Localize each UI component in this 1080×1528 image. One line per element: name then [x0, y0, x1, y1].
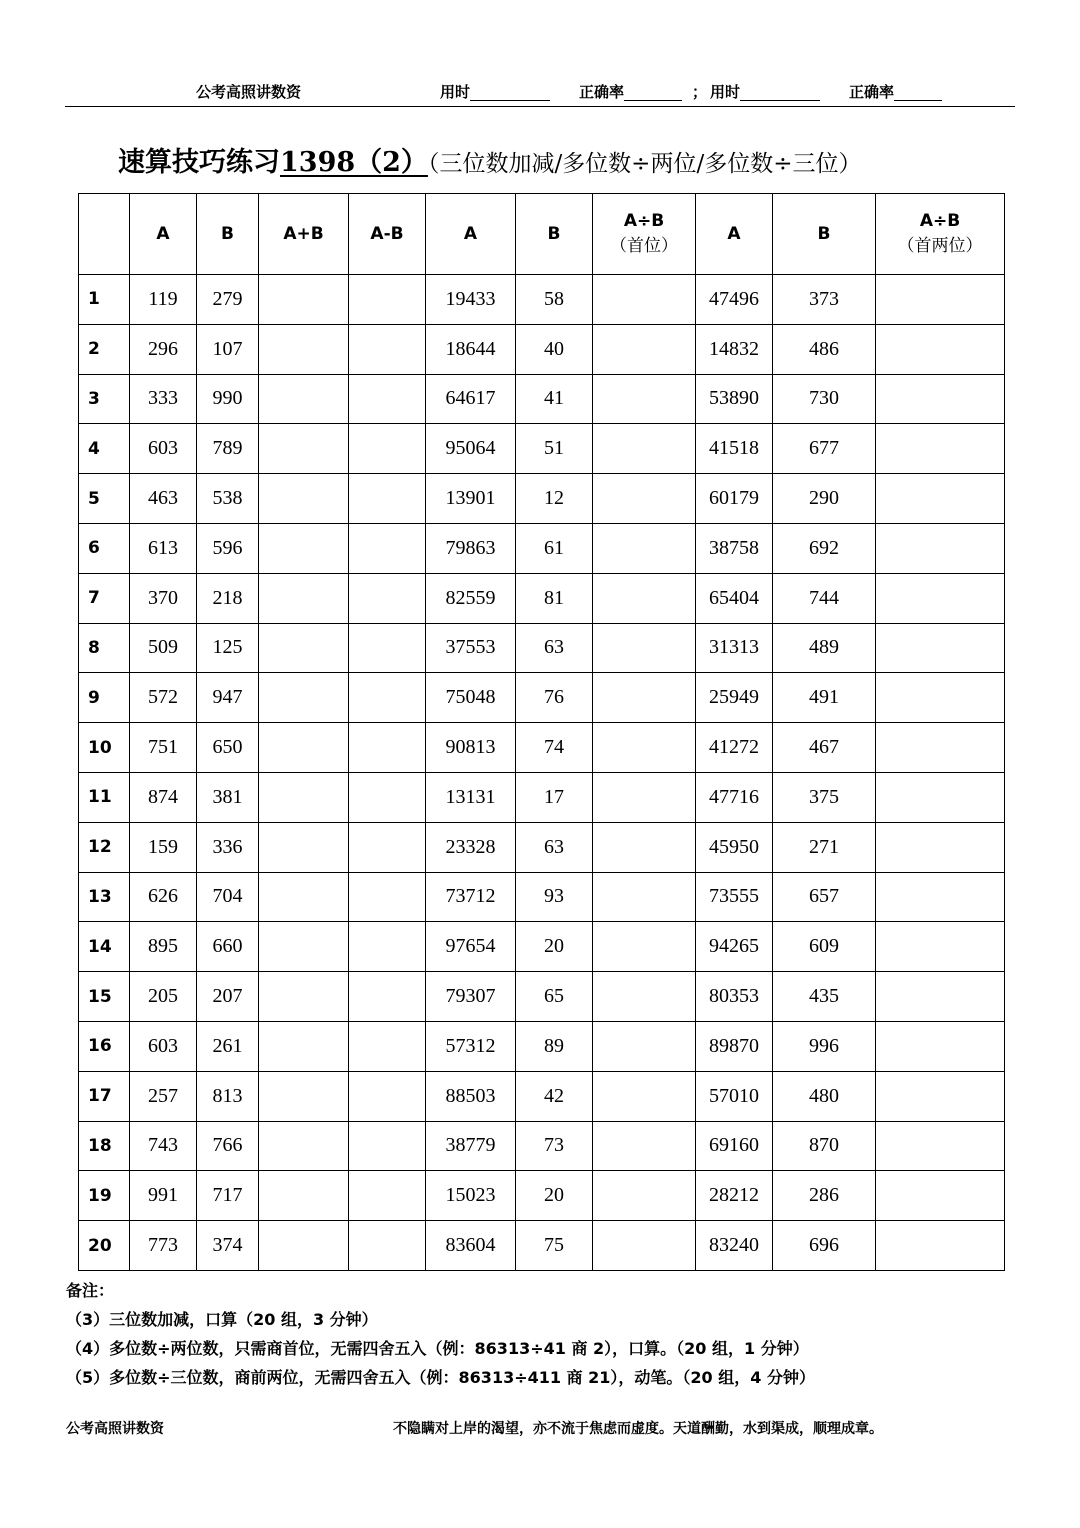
a3-cell: 14832: [696, 324, 773, 374]
a3-cell: 83240: [696, 1221, 773, 1271]
footer-motto: 不隐瞒对上岸的渴望，亦不流于焦虑而虚度。天道酬勤，水到渠成，顺理成章。: [393, 1421, 883, 1437]
practice-table: [78, 193, 1005, 1271]
b1-cell: 990: [197, 374, 259, 424]
row-index: 20: [79, 1221, 130, 1271]
row-index: 10: [79, 723, 130, 773]
a1-cell: 773: [130, 1221, 197, 1271]
separator: ；: [692, 83, 708, 101]
row-index: 2: [79, 324, 130, 374]
b1-cell: 947: [197, 673, 259, 723]
b2-cell: 51: [516, 424, 593, 474]
diff-answer-cell[interactable]: [349, 324, 426, 374]
diff-answer-cell[interactable]: [349, 822, 426, 872]
remark-line: （4）多位数÷两位数，只需商首位，无需四舍五入（例：86313÷41 商 2），口算。（20 组，1 分钟）: [66, 1339, 809, 1358]
b1-cell: 813: [197, 1071, 259, 1121]
a3-cell: 41518: [696, 424, 773, 474]
remarks: [66, 1276, 815, 1392]
a1-cell: 743: [130, 1121, 197, 1171]
div2-answer-cell[interactable]: [876, 972, 1005, 1022]
a1-cell: 257: [130, 1071, 197, 1121]
a2-cell: 64617: [426, 374, 516, 424]
sum-answer-cell[interactable]: [259, 573, 349, 623]
b3-cell: 373: [773, 275, 876, 325]
b2-cell: 73: [516, 1121, 593, 1171]
row-index: 18: [79, 1121, 130, 1171]
header-a3: A: [696, 194, 773, 275]
a1-cell: 613: [130, 523, 197, 573]
b2-cell: 20: [516, 922, 593, 972]
b3-cell: 609: [773, 922, 876, 972]
a1-cell: 205: [130, 972, 197, 1022]
b3-cell: 271: [773, 822, 876, 872]
row-index: 4: [79, 424, 130, 474]
a3-cell: 47716: [696, 772, 773, 822]
diff-answer-cell[interactable]: [349, 573, 426, 623]
div1-answer-cell[interactable]: [593, 1171, 696, 1221]
header-a2: A: [426, 194, 516, 275]
a1-cell: 333: [130, 374, 197, 424]
header-b1: B: [197, 194, 259, 275]
a1-cell: 603: [130, 424, 197, 474]
accuracy-field-2: [849, 81, 894, 102]
div2-answer-cell[interactable]: [876, 523, 1005, 573]
header-div2-label: A÷B: [919, 211, 961, 232]
diff-answer-cell[interactable]: [349, 772, 426, 822]
row-index: 11: [79, 772, 130, 822]
diff-answer-cell[interactable]: [349, 922, 426, 972]
sum-answer-cell[interactable]: [259, 1121, 349, 1171]
b1-cell: 789: [197, 424, 259, 474]
footer-brand: 公考高照讲数资: [66, 1421, 164, 1437]
div1-answer-cell[interactable]: [593, 1121, 696, 1171]
title-code: 1398（2）: [280, 147, 428, 178]
b2-cell: 81: [516, 573, 593, 623]
diff-answer-cell[interactable]: [349, 623, 426, 673]
b1-cell: 279: [197, 275, 259, 325]
header-index: [79, 194, 130, 275]
a2-cell: 37553: [426, 623, 516, 673]
title-main: 速算技巧练习: [118, 147, 280, 178]
row-index: 7: [79, 573, 130, 623]
a3-cell: 94265: [696, 922, 773, 972]
b2-cell: 58: [516, 275, 593, 325]
a1-cell: 296: [130, 324, 197, 374]
a3-cell: 53890: [696, 374, 773, 424]
row-index: 3: [79, 374, 130, 424]
sum-answer-cell[interactable]: [259, 822, 349, 872]
a1-cell: 603: [130, 1021, 197, 1071]
b1-cell: 660: [197, 922, 259, 972]
div2-answer-cell[interactable]: [876, 772, 1005, 822]
b2-cell: 12: [516, 474, 593, 524]
b3-cell: 467: [773, 723, 876, 773]
div2-answer-cell[interactable]: [876, 922, 1005, 972]
table-row: [79, 474, 1005, 524]
b1-cell: 538: [197, 474, 259, 524]
time-label-2: 用时: [710, 83, 741, 101]
diff-answer-cell[interactable]: [349, 523, 426, 573]
a1-cell: 119: [130, 275, 197, 325]
div1-answer-cell[interactable]: [593, 424, 696, 474]
b3-cell: 480: [773, 1071, 876, 1121]
div1-answer-cell[interactable]: [593, 523, 696, 573]
a2-cell: 83604: [426, 1221, 516, 1271]
row-index: 9: [79, 673, 130, 723]
table-row: [79, 623, 1005, 673]
table-row: [79, 424, 1005, 474]
b3-cell: 435: [773, 972, 876, 1022]
table-body: [79, 275, 1005, 1271]
table-row: [79, 1171, 1005, 1221]
sum-answer-cell[interactable]: [259, 324, 349, 374]
b2-cell: 41: [516, 374, 593, 424]
div1-answer-cell[interactable]: [593, 474, 696, 524]
a1-cell: 991: [130, 1171, 197, 1221]
table-row: [79, 275, 1005, 325]
b3-cell: 870: [773, 1121, 876, 1171]
diff-answer-cell[interactable]: [349, 1171, 426, 1221]
a1-cell: 370: [130, 573, 197, 623]
row-index: 1: [79, 275, 130, 325]
b2-cell: 65: [516, 972, 593, 1022]
a3-cell: 65404: [696, 573, 773, 623]
accuracy-label-2: 正确率: [849, 83, 895, 101]
a2-cell: 23328: [426, 822, 516, 872]
b2-cell: 40: [516, 324, 593, 374]
b3-cell: 286: [773, 1171, 876, 1221]
div2-answer-cell[interactable]: [876, 1071, 1005, 1121]
row-index: 8: [79, 623, 130, 673]
div2-answer-cell[interactable]: [876, 324, 1005, 374]
sum-answer-cell[interactable]: [259, 1171, 349, 1221]
table-row: [79, 1121, 1005, 1171]
table-row: [79, 374, 1005, 424]
b3-cell: 730: [773, 374, 876, 424]
a1-cell: 751: [130, 723, 197, 773]
table-row: [79, 324, 1005, 374]
div1-answer-cell[interactable]: [593, 573, 696, 623]
diff-answer-cell[interactable]: [349, 424, 426, 474]
title-subtitle: （三位数加减/多位数÷两位/多位数÷三位）: [427, 151, 862, 177]
sum-answer-cell[interactable]: [259, 922, 349, 972]
div2-answer-cell[interactable]: [876, 275, 1005, 325]
diff-answer-cell[interactable]: [349, 872, 426, 922]
header-div1: [593, 194, 696, 275]
b3-cell: 744: [773, 573, 876, 623]
div1-answer-cell[interactable]: [593, 374, 696, 424]
sum-answer-cell[interactable]: [259, 523, 349, 573]
diff-answer-cell[interactable]: [349, 1121, 426, 1171]
sum-answer-cell[interactable]: [259, 424, 349, 474]
div2-answer-cell[interactable]: [876, 623, 1005, 673]
table-row: [79, 772, 1005, 822]
table-row: [79, 1221, 1005, 1271]
sum-answer-cell[interactable]: [259, 374, 349, 424]
b1-cell: 336: [197, 822, 259, 872]
a3-cell: 57010: [696, 1071, 773, 1121]
b3-cell: 677: [773, 424, 876, 474]
sum-answer-cell[interactable]: [259, 723, 349, 773]
b3-cell: 696: [773, 1221, 876, 1271]
div1-answer-cell[interactable]: [593, 275, 696, 325]
sum-answer-cell[interactable]: [259, 275, 349, 325]
table-row: [79, 822, 1005, 872]
b1-cell: 218: [197, 573, 259, 623]
div1-answer-cell[interactable]: [593, 1071, 696, 1121]
a3-cell: 47496: [696, 275, 773, 325]
a2-cell: 57312: [426, 1021, 516, 1071]
div1-answer-cell[interactable]: [593, 1221, 696, 1271]
remark-line: （3）三位数加减，口算（20 组，3 分钟）: [66, 1310, 378, 1329]
header-diff: A-B: [349, 194, 426, 275]
a3-cell: 69160: [696, 1121, 773, 1171]
time-blank[interactable]: [470, 86, 550, 101]
a3-cell: 25949: [696, 673, 773, 723]
a2-cell: 88503: [426, 1071, 516, 1121]
a1-cell: 895: [130, 922, 197, 972]
div2-answer-cell[interactable]: [876, 1221, 1005, 1271]
a2-cell: 15023: [426, 1171, 516, 1221]
table-row: [79, 723, 1005, 773]
div2-answer-cell[interactable]: [876, 1021, 1005, 1071]
a1-cell: 509: [130, 623, 197, 673]
b3-cell: 657: [773, 872, 876, 922]
div1-answer-cell[interactable]: [593, 1021, 696, 1071]
div1-answer-cell[interactable]: [593, 623, 696, 673]
div1-answer-cell[interactable]: [593, 772, 696, 822]
a2-cell: 38779: [426, 1121, 516, 1171]
div2-answer-cell[interactable]: [876, 872, 1005, 922]
table-row: [79, 922, 1005, 972]
header-div2-note: （首两位）: [897, 236, 983, 256]
div2-answer-cell[interactable]: [876, 474, 1005, 524]
row-index: 16: [79, 1021, 130, 1071]
div2-answer-cell[interactable]: [876, 573, 1005, 623]
a2-cell: 97654: [426, 922, 516, 972]
header-a1: A: [130, 194, 197, 275]
table-row: [79, 972, 1005, 1022]
page-title: [118, 140, 861, 179]
row-index: 13: [79, 872, 130, 922]
table-row: [79, 1021, 1005, 1071]
sum-answer-cell[interactable]: [259, 1071, 349, 1121]
sum-answer-cell[interactable]: [259, 474, 349, 524]
table-row: [79, 673, 1005, 723]
b3-cell: 692: [773, 523, 876, 573]
div1-answer-cell[interactable]: [593, 972, 696, 1022]
b2-cell: 20: [516, 1171, 593, 1221]
diff-answer-cell[interactable]: [349, 374, 426, 424]
sum-answer-cell[interactable]: [259, 623, 349, 673]
b3-cell: 290: [773, 474, 876, 524]
b2-cell: 76: [516, 673, 593, 723]
sum-answer-cell[interactable]: [259, 772, 349, 822]
row-index: 17: [79, 1071, 130, 1121]
row-index: 15: [79, 972, 130, 1022]
b1-cell: 125: [197, 623, 259, 673]
accuracy-blank[interactable]: [624, 86, 682, 101]
a1-cell: 463: [130, 474, 197, 524]
a3-cell: 38758: [696, 523, 773, 573]
row-index: 12: [79, 822, 130, 872]
diff-answer-cell[interactable]: [349, 474, 426, 524]
div1-answer-cell[interactable]: [593, 922, 696, 972]
a2-cell: 75048: [426, 673, 516, 723]
a3-cell: 73555: [696, 872, 773, 922]
sum-answer-cell[interactable]: [259, 673, 349, 723]
diff-answer-cell[interactable]: [349, 1221, 426, 1271]
b3-cell: 489: [773, 623, 876, 673]
row-index: 14: [79, 922, 130, 972]
a2-cell: 18644: [426, 324, 516, 374]
header-b2: B: [516, 194, 593, 275]
accuracy-label: 正确率: [579, 83, 625, 101]
div2-answer-cell[interactable]: [876, 723, 1005, 773]
diff-answer-cell[interactable]: [349, 723, 426, 773]
b1-cell: 650: [197, 723, 259, 773]
b1-cell: 374: [197, 1221, 259, 1271]
div1-answer-cell[interactable]: [593, 872, 696, 922]
b1-cell: 704: [197, 872, 259, 922]
b2-cell: 74: [516, 723, 593, 773]
div2-answer-cell[interactable]: [876, 424, 1005, 474]
div1-answer-cell[interactable]: [593, 822, 696, 872]
table-header-row: [79, 194, 1005, 275]
accuracy-field: [579, 81, 624, 102]
b3-cell: 491: [773, 673, 876, 723]
diff-answer-cell[interactable]: [349, 1071, 426, 1121]
sum-answer-cell[interactable]: [259, 1021, 349, 1071]
a2-cell: 79863: [426, 523, 516, 573]
diff-answer-cell[interactable]: [349, 1021, 426, 1071]
a1-cell: 159: [130, 822, 197, 872]
b2-cell: 89: [516, 1021, 593, 1071]
a3-cell: 80353: [696, 972, 773, 1022]
b3-cell: 375: [773, 772, 876, 822]
a3-cell: 28212: [696, 1171, 773, 1221]
b1-cell: 766: [197, 1121, 259, 1171]
diff-answer-cell[interactable]: [349, 275, 426, 325]
a2-cell: 90813: [426, 723, 516, 773]
a2-cell: 13131: [426, 772, 516, 822]
a1-cell: 626: [130, 872, 197, 922]
a2-cell: 13901: [426, 474, 516, 524]
a2-cell: 79307: [426, 972, 516, 1022]
div1-answer-cell[interactable]: [593, 673, 696, 723]
b1-cell: 207: [197, 972, 259, 1022]
row-index: 6: [79, 523, 130, 573]
row-index: 19: [79, 1171, 130, 1221]
b1-cell: 381: [197, 772, 259, 822]
time-field-2: [710, 81, 740, 102]
b2-cell: 17: [516, 772, 593, 822]
table-row: [79, 872, 1005, 922]
div2-answer-cell[interactable]: [876, 673, 1005, 723]
header-div1-label: A÷B: [623, 211, 665, 232]
diff-answer-cell[interactable]: [349, 972, 426, 1022]
a3-cell: 89870: [696, 1021, 773, 1071]
time-label: 用时: [440, 83, 471, 101]
remarks-label: 备注：: [66, 1281, 115, 1300]
b1-cell: 717: [197, 1171, 259, 1221]
b3-cell: 996: [773, 1021, 876, 1071]
b1-cell: 107: [197, 324, 259, 374]
b2-cell: 63: [516, 623, 593, 673]
a2-cell: 95064: [426, 424, 516, 474]
div1-answer-cell[interactable]: [593, 324, 696, 374]
b1-cell: 596: [197, 523, 259, 573]
b2-cell: 61: [516, 523, 593, 573]
header-div1-note: （首位）: [610, 236, 678, 256]
b2-cell: 93: [516, 872, 593, 922]
div2-answer-cell[interactable]: [876, 1171, 1005, 1221]
time-field: [440, 81, 470, 102]
a3-cell: 60179: [696, 474, 773, 524]
header-brand: 公考高照讲数资: [196, 83, 302, 101]
accuracy-blank-2[interactable]: [894, 86, 942, 101]
b2-cell: 75: [516, 1221, 593, 1271]
header-sum: A+B: [259, 194, 349, 275]
b2-cell: 63: [516, 822, 593, 872]
a1-cell: 874: [130, 772, 197, 822]
b1-cell: 261: [197, 1021, 259, 1071]
a1-cell: 572: [130, 673, 197, 723]
a2-cell: 73712: [426, 872, 516, 922]
b2-cell: 42: [516, 1071, 593, 1121]
div1-answer-cell[interactable]: [593, 723, 696, 773]
a3-cell: 31313: [696, 623, 773, 673]
table-row: [79, 523, 1005, 573]
div2-answer-cell[interactable]: [876, 822, 1005, 872]
table-row: [79, 1071, 1005, 1121]
b3-cell: 486: [773, 324, 876, 374]
a2-cell: 19433: [426, 275, 516, 325]
worksheet-header: [65, 76, 1015, 107]
diff-answer-cell[interactable]: [349, 673, 426, 723]
a3-cell: 45950: [696, 822, 773, 872]
sum-answer-cell[interactable]: [259, 972, 349, 1022]
a3-cell: 41272: [696, 723, 773, 773]
header-b3: B: [773, 194, 876, 275]
header-div2: [876, 194, 1005, 275]
div2-answer-cell[interactable]: [876, 1121, 1005, 1171]
table-row: [79, 573, 1005, 623]
div2-answer-cell[interactable]: [876, 374, 1005, 424]
sum-answer-cell[interactable]: [259, 1221, 349, 1271]
remark-line: （5）多位数÷三位数，商前两位，无需四舍五入（例：86313÷411 商 21），动笔。（20 组，4 分钟）: [66, 1368, 815, 1387]
row-index: 5: [79, 474, 130, 524]
a2-cell: 82559: [426, 573, 516, 623]
sum-answer-cell[interactable]: [259, 872, 349, 922]
time-blank-2[interactable]: [740, 86, 820, 101]
